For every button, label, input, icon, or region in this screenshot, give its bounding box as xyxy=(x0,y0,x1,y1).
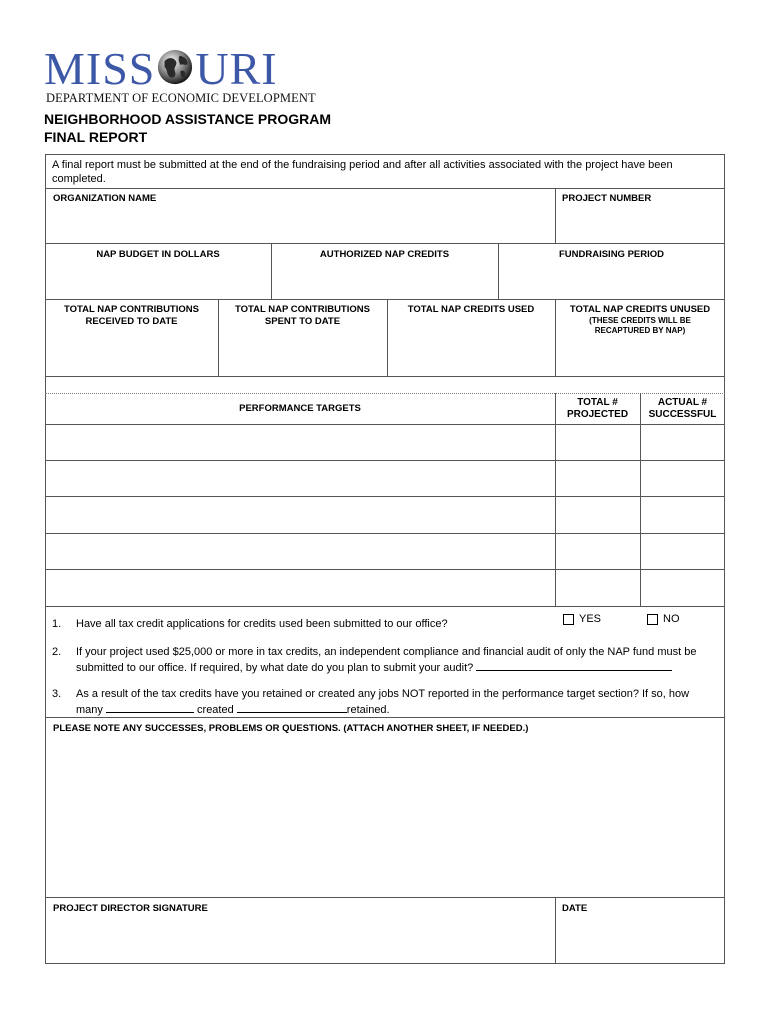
divider xyxy=(45,606,725,607)
yes-checkbox[interactable] xyxy=(563,614,574,625)
target-row-3-field[interactable] xyxy=(46,497,554,532)
jobs-created-field[interactable] xyxy=(106,701,194,713)
no-label: NO xyxy=(663,613,680,625)
organization-name-field[interactable] xyxy=(46,205,554,242)
project-number-label: PROJECT NUMBER xyxy=(562,193,652,204)
form-title: NEIGHBORHOOD ASSISTANCE PROGRAM xyxy=(44,111,332,127)
contributions-received-label: TOTAL NAP CONTRIBUTIONS RECEIVED TO DATE xyxy=(64,304,199,327)
project-number-field[interactable] xyxy=(556,205,724,242)
dotted-divider xyxy=(45,393,725,394)
date-label: DATE xyxy=(562,903,588,914)
question-2-number: 2. xyxy=(52,646,62,658)
divider xyxy=(45,299,725,300)
intro-text: A final report must be submitted at the end of the fundraising period and after all activities associated with the project have been completed. xyxy=(52,159,673,185)
target-row-2-field[interactable] xyxy=(46,461,554,495)
credits-used-label: TOTAL NAP CREDITS USED xyxy=(407,304,535,315)
form-subtitle: FINAL REPORT xyxy=(44,129,148,145)
contributions-spent-label: TOTAL NAP CONTRIBUTIONS SPENT TO DATE xyxy=(235,304,370,327)
divider xyxy=(45,376,725,377)
logo-subtitle: DEPARTMENT OF ECONOMIC DEVELOPMENT xyxy=(46,91,316,105)
signature-label: PROJECT DIRECTOR SIGNATURE xyxy=(53,903,208,914)
target-row-4-field[interactable] xyxy=(46,534,554,568)
credits-unused-label: TOTAL NAP CREDITS UNUSED (THESE CREDITS WILL BE RECAPTURED BY NAP) xyxy=(555,304,725,336)
question-1-text: Have all tax credit applications for credits used been submitted to our office? xyxy=(76,618,448,630)
no-checkbox[interactable] xyxy=(647,614,658,625)
question-3-line-1: As a result of the tax credits have you retained or created any jobs NOT reported in the performance target section? If so, how xyxy=(76,688,690,700)
question-2-line-1: If your project used $25,000 or more in tax credits, an independent compliance and financial audit of only the NAP fund must be xyxy=(76,646,697,658)
signature-field[interactable] xyxy=(46,917,554,962)
actual-successful-header: ACTUAL # SUCCESSFUL xyxy=(648,397,717,420)
divider xyxy=(555,393,556,607)
nap-budget-label: NAP BUDGET IN DOLLARS xyxy=(96,249,220,260)
question-1-number: 1. xyxy=(52,618,62,630)
fundraising-period-label: FUNDRAISING PERIOD xyxy=(558,249,665,260)
target-row-5-field[interactable] xyxy=(46,570,554,605)
divider xyxy=(45,243,725,244)
authorized-credits-label: AUTHORIZED NAP CREDITS xyxy=(319,249,450,260)
nap-budget-field[interactable] xyxy=(46,262,270,298)
credits-unused-note: (THESE CREDITS WILL BE RECAPTURED BY NAP) xyxy=(589,316,691,335)
yes-label: YES xyxy=(579,613,602,625)
divider xyxy=(640,393,641,607)
total-projected-header: TOTAL # PROJECTED xyxy=(566,397,629,420)
jobs-retained-field[interactable] xyxy=(237,701,347,713)
divider xyxy=(45,717,725,718)
contributions-spent-field[interactable] xyxy=(219,340,386,375)
credits-unused-field[interactable] xyxy=(556,340,724,375)
question-2-line-2: submitted to our office. If required, by what date do you plan to submit your audit? xyxy=(76,659,672,675)
date-field[interactable] xyxy=(556,917,724,962)
audit-date-field[interactable] xyxy=(476,659,672,671)
performance-targets-header: PERFORMANCE TARGETS xyxy=(239,403,361,414)
missouri-logo xyxy=(44,44,314,106)
authorized-credits-field[interactable] xyxy=(272,262,497,298)
divider xyxy=(45,188,725,189)
notes-field[interactable] xyxy=(46,738,724,896)
divider xyxy=(45,897,725,898)
logo-wordmark: MISS URI xyxy=(44,43,278,94)
question-3-number: 3. xyxy=(52,688,62,700)
organization-name-label: ORGANIZATION NAME xyxy=(53,193,157,204)
target-row-1-field[interactable] xyxy=(46,425,554,459)
credits-used-field[interactable] xyxy=(388,340,554,375)
question-3-line-2: many created retained. xyxy=(76,701,390,717)
fundraising-period-field[interactable] xyxy=(499,262,724,298)
notes-label: PLEASE NOTE ANY SUCCESSES, PROBLEMS OR QUESTIONS. (ATTACH ANOTHER SHEET, IF NEEDED.) xyxy=(53,723,529,734)
contributions-received-field[interactable] xyxy=(46,340,217,375)
globe-icon xyxy=(156,48,194,86)
